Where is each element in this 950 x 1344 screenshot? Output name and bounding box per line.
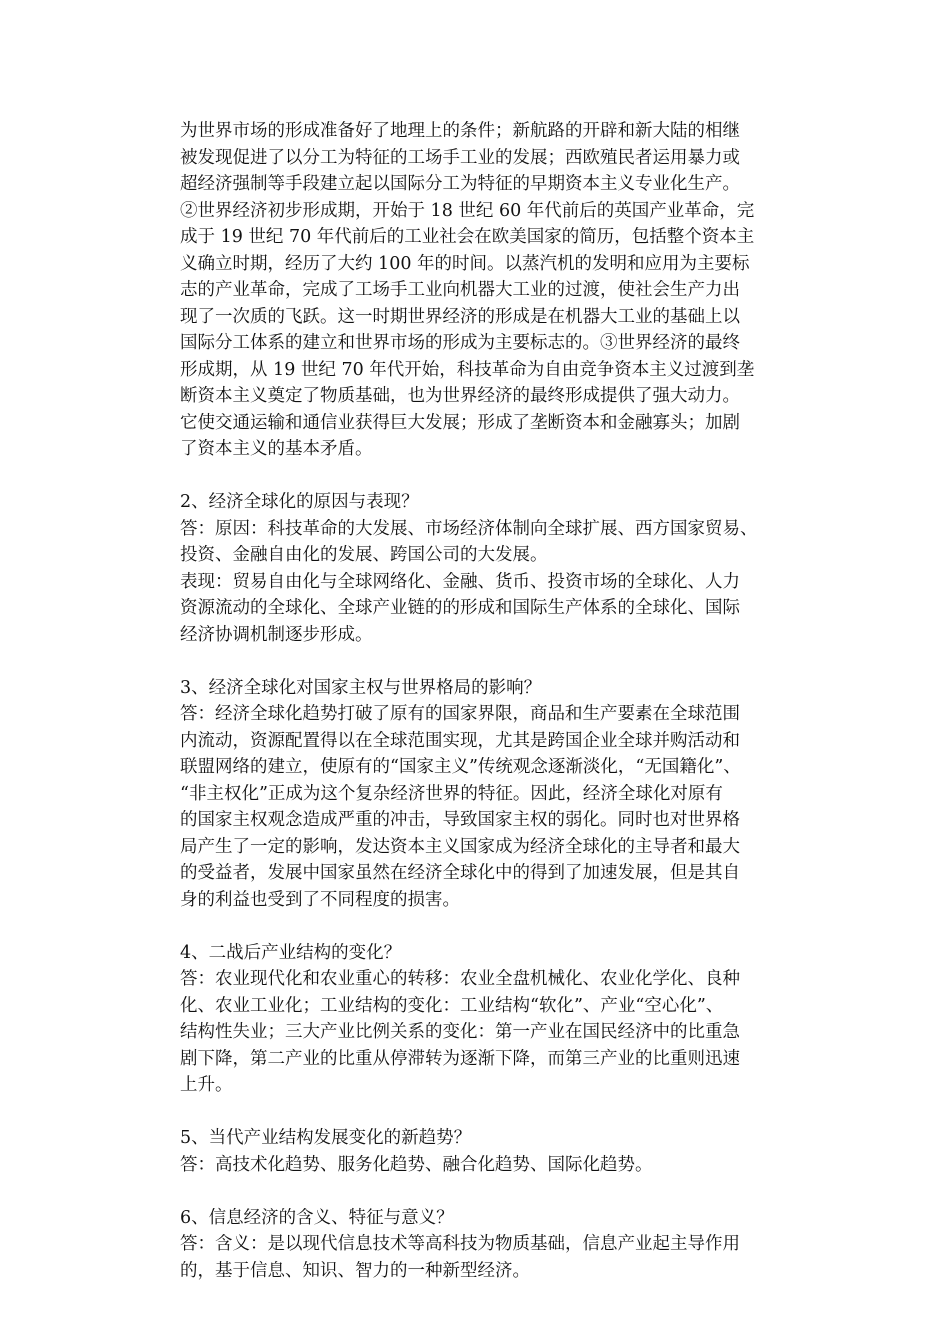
answer-line: 答：原因：科技革命的大发展、市场经济体制向全球扩展、西方国家贸易、 [180,518,758,539]
text-line: 断资本主义奠定了物质基础，也为世界经济的最终形成提供了强大动力。 [180,386,740,406]
paragraph-spacer [180,1099,820,1126]
text-line: 成于 19 世纪 70 年代前后的工业社会在欧美国家的简历，包括整个资本主 [180,227,755,247]
answer-line: 的国家主权观念造成严重的冲击，导致国家主权的弱化。同时也对世界格 [180,810,740,830]
question-heading: 3、经济全球化对国家主权与世界格局的影响？ [180,677,542,698]
paragraph-spacer [180,1178,820,1205]
paragraph-spacer [180,463,820,490]
answer-line: 的，基于信息、知识、智力的一种新型经济。 [180,1260,530,1281]
answer-line: 身的利益也受到了不同程度的损害。 [180,889,460,910]
question-2-section [180,489,820,648]
answer-line: 答：农业现代化和农业重心的转移：农业全盘机械化、农业化学化、良种 [180,969,740,989]
answer-line: “非主权化”正成为这个复杂经济世界的特征。因此，经济全球化对原有 [180,783,723,804]
question-4-section [180,940,820,1099]
text-line: 形成期，从 19 世纪 70 年代开始，科技革命为自由竞争资本主义过渡到垄 [180,359,755,380]
question-heading: 2、经济全球化的原因与表现？ [180,492,419,512]
answer-line: 局产生了一定的影响，发达资本主义国家成为经济全球化的主导者和最大 [180,836,740,857]
answer-line: 经济协调机制逐步形成。 [180,624,373,645]
paragraph-spacer [180,648,820,675]
answer-line: 答：高技术化趋势、服务化趋势、融合化趋势、国际化趋势。 [180,1154,653,1175]
text-line: 为世界市场的形成准备好了地理上的条件；新航路的开辟和新大陆的相继 [180,121,740,141]
answer-line: 化、农业工业化；工业结构的变化：工业结构“软化”、产业“空心化”、 [180,995,724,1016]
answer-line: 投资、金融自由化的发展、跨国公司的大发展。 [180,545,548,565]
text-line: 了资本主义的基本矛盾。 [180,439,373,459]
text-line: 它使交通运输和通信业获得巨大发展；形成了垄断资本和金融寡头；加剧 [180,412,740,433]
text-line: ②世界经济初步形成期，开始于 18 世纪 60 年代前后的英国产业革命，完 [180,200,755,221]
text-line: 义确立时期，经历了大约 100 年的时间。以蒸汽机的发明和应用为主要标 [180,253,750,274]
answer-line: 表现：贸易自由化与全球网络化、金融、货币、投资市场的全球化、人力 [180,571,740,592]
text-line: 国际分工体系的建立和世界市场的形成为主要标志的。③世界经济的最终 [180,333,740,353]
answer-line: 联盟网络的建立，使原有的“国家主义”传统观念逐渐淡化，“无国籍化”、 [180,757,741,777]
question-3-section [180,675,820,914]
question-heading: 4、二战后产业结构的变化？ [180,942,402,963]
text-line: 超经济强制等手段建立起以国际分工为特征的早期资本主义专业化生产。 [180,174,740,194]
question-6-section [180,1205,820,1285]
text-line: 现了一次质的飞跃。这一时期世界经济的形成是在机器大工业的基础上以 [180,306,740,327]
intro-paragraph [180,118,820,463]
question-5-section [180,1125,820,1178]
answer-line: 资源流动的全球化、全球产业链的的形成和国际生产体系的全球化、国际 [180,598,740,618]
answer-line: 的受益者，发展中国家虽然在经济全球化中的得到了加速发展，但是其自 [180,863,740,883]
paragraph-spacer [180,913,820,940]
answer-line: 内流动，资源配置得以在全球范围实现，尤其是跨国企业全球并购活动和 [180,730,740,751]
document-body [180,118,820,1284]
answer-line: 上升。 [180,1075,233,1095]
question-heading: 6、信息经济的含义、特征与意义？ [180,1207,454,1228]
text-line: 志的产业革命，完成了工场手工业向机器大工业的过渡，使社会生产力出 [180,280,740,300]
answer-line: 答：经济全球化趋势打破了原有的国家界限，商品和生产要素在全球范围 [180,704,740,724]
text-line: 被发现促进了以分工为特征的工场手工业的发展；西欧殖民者运用暴力或 [180,147,740,168]
answer-line: 结构性失业；三大产业比例关系的变化：第一产业在国民经济中的比重急 [180,1022,740,1042]
question-heading: 5、当代产业结构发展变化的新趋势？ [180,1128,472,1148]
answer-line: 剧下降，第二产业的比重从停滞转为逐渐下降，而第三产业的比重则迅速 [180,1048,740,1069]
answer-line: 答：含义：是以现代信息技术等高科技为物质基础，信息产业起主导作用 [180,1234,740,1254]
